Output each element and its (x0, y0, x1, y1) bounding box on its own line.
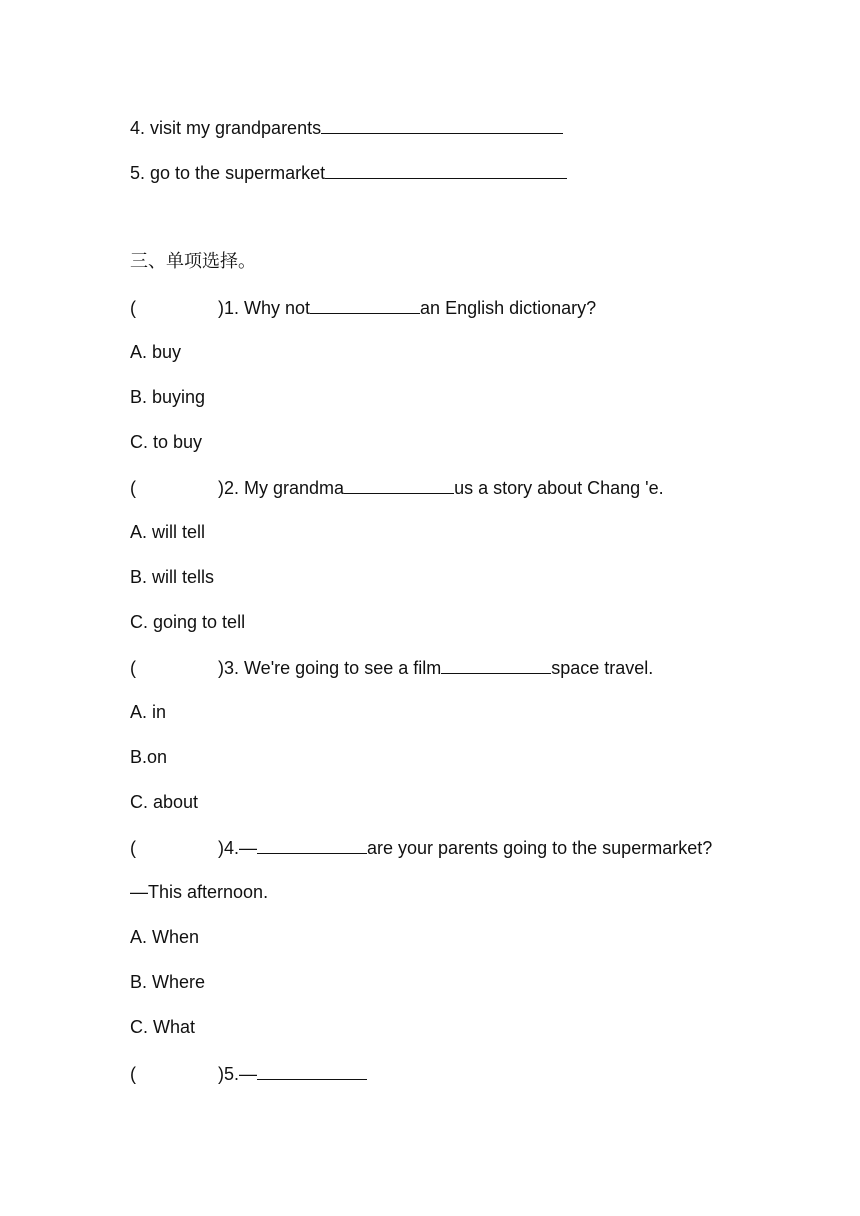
question-number: )2. (218, 478, 240, 498)
question-text-after: an English dictionary? (420, 298, 597, 318)
part2-item-text: 5. go to the supermarket (130, 163, 326, 183)
question-4 (130, 835, 712, 860)
question-text-before: Why not (239, 298, 311, 318)
question-text-before: — (239, 1064, 258, 1084)
question-3 (130, 655, 653, 680)
question-text-before: — (239, 838, 258, 858)
question-blank (344, 475, 454, 494)
question-text-before: We're going to see a film (239, 658, 442, 678)
paren-open: ( (130, 658, 136, 678)
question-blank (257, 1061, 367, 1080)
option-a: A. will tell (130, 522, 206, 542)
option-a: A. When (130, 927, 200, 947)
question-text-after: space travel. (551, 658, 654, 678)
question-blank (441, 655, 551, 674)
part2-item-5 (130, 160, 567, 185)
question-text-after: are your parents going to the supermarket? (367, 838, 713, 858)
question-text-before: My grandma (239, 478, 345, 498)
option-b: B.on (130, 747, 168, 767)
question-number: )4. (218, 838, 240, 858)
question-text-after: us a story about Chang 'e. (454, 478, 664, 498)
option-b: B. buying (130, 387, 206, 407)
question-2 (130, 475, 664, 500)
paren-open: ( (130, 298, 136, 318)
question-5 (130, 1061, 367, 1086)
answer-blank[interactable] (321, 115, 563, 134)
paren-open: ( (130, 1064, 136, 1084)
option-a: A. buy (130, 342, 182, 362)
option-c: C. going to tell (130, 612, 246, 632)
section-title: 三、单项选择。 (130, 251, 256, 272)
answer-blank[interactable] (325, 160, 567, 179)
question-number: )3. (218, 658, 240, 678)
question-blank (310, 295, 420, 314)
option-c: C. to buy (130, 432, 203, 452)
question-number: )5. (218, 1064, 240, 1084)
question-number: )1. (218, 298, 240, 318)
part2-item-4 (130, 115, 563, 140)
part2-item-text: 4. visit my grandparents (130, 118, 322, 138)
question-blank (257, 835, 367, 854)
paren-open: ( (130, 838, 136, 858)
paren-open: ( (130, 478, 136, 498)
option-a: A. in (130, 702, 167, 722)
option-b: B. will tells (130, 567, 215, 587)
question-1 (130, 295, 596, 320)
option-c: C. What (130, 1017, 196, 1037)
option-b: B. Where (130, 972, 206, 992)
question-reply: —This afternoon. (130, 882, 269, 902)
option-c: C. about (130, 792, 199, 812)
